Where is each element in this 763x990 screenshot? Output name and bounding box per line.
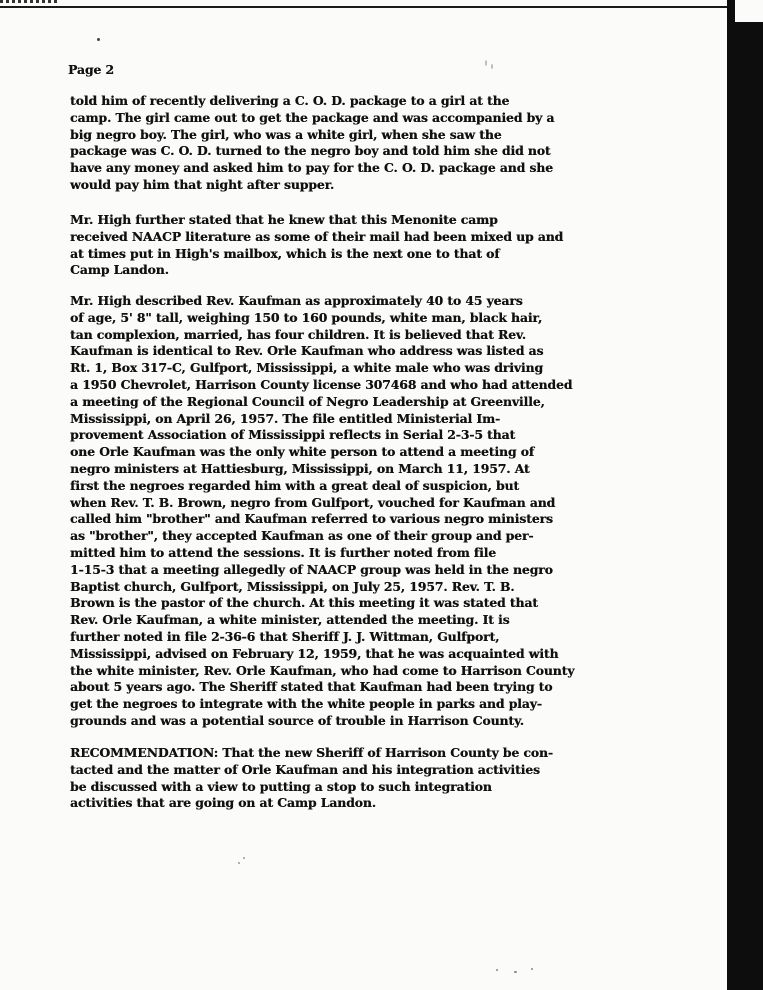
scan-speck	[514, 971, 517, 973]
scan-speck	[491, 64, 493, 69]
scan-speck	[238, 862, 240, 864]
scan-corner	[735, 0, 763, 22]
body-paragraph: Mr. High further stated that he knew that this Menonite camp received NAACP literature as some of their mail had been mixed up and at times put in High's mailbox, which is the next one to that of Camp Landon.	[70, 212, 564, 278]
scan-right-border	[727, 0, 763, 990]
scan-edge-dots	[0, 0, 60, 3]
scan-speck	[243, 857, 245, 859]
scan-speck	[531, 968, 533, 970]
scan-speck	[97, 38, 100, 41]
page-number-label: Page 2	[68, 62, 114, 77]
scan-speck	[485, 60, 487, 66]
scan-speck	[496, 969, 498, 971]
recommendation-paragraph: RECOMMENDATION: That the new Sheriff of Harrison County be con- tacted and the matter of Orle Kaufman and his integration activities be discussed with a view to putting a stop to such integration activities that are going on at Camp Landon.	[70, 745, 553, 811]
scan-top-rule	[0, 6, 735, 8]
body-paragraph: Mr. High described Rev. Kaufman as approximately 40 to 45 years of age, 5' 8" tall, weighing 150 to 160 pounds, white man, black hair, tan complexion, married, has four children. It is believed that Rev. Kaufman is identical to Rev. Orle Kaufman who address was listed as Rt. 1, Box 317-C, Gulfport, Mississippi, a white male who was driving a 1950 Chevrolet, Harrison County license 307468 and who had attended a meeting of the Regional Council of Negro Leadership at Greenville, Mississippi, on April 26, 1957. The file entitled Ministerial Im- provement Association of Mississippi reflects in Serial 2-3-5 that one Orle Kaufman was the only white person to attend a meeting of negro ministers at Hattiesburg, Mississippi, on March 11, 1957. At first the negroes regarded him with a great deal of suspicion, but when Rev. T. B. Brown, negro from Gulfport, vouched for Kaufman and called him "brother" and Kaufman referred to various negro ministers as "brother", they accepted Kaufman as one of their group and per- mitted him to attend the sessions. It is further noted from file 1-15-3 that a meeting allegedly of NAACP group was held in the negro Baptist church, Gulfport, Mississippi, on July 25, 1957. Rev. T. B. Brown is the pastor of the church. At this meeting it was stated that Rev. Orle Kaufman, a white minister, attended the meeting. It is further noted in file 2-36-6 that Sheriff J. J. Wittman, Gulfport, Mississippi, advised on February 12, 1959, that he was acquainted with the white minister, Rev. Orle Kaufman, who had come to Harrison County about 5 years ago. The Sheriff stated that Kaufman had been trying to get the negroes to integrate with the white people in parks and play- grounds and was a potential source of trouble in Harrison County.	[70, 293, 575, 728]
body-paragraph: told him of recently delivering a C. O. D. package to a girl at the camp. The girl came out to get the package and was accompanied by a big negro boy. The girl, who was a white girl, when she saw the package was C. O. D. turned to the negro boy and told him she did not have any money and asked him to pay for the C. O. D. package and she would pay him that night after supper.	[70, 93, 555, 192]
